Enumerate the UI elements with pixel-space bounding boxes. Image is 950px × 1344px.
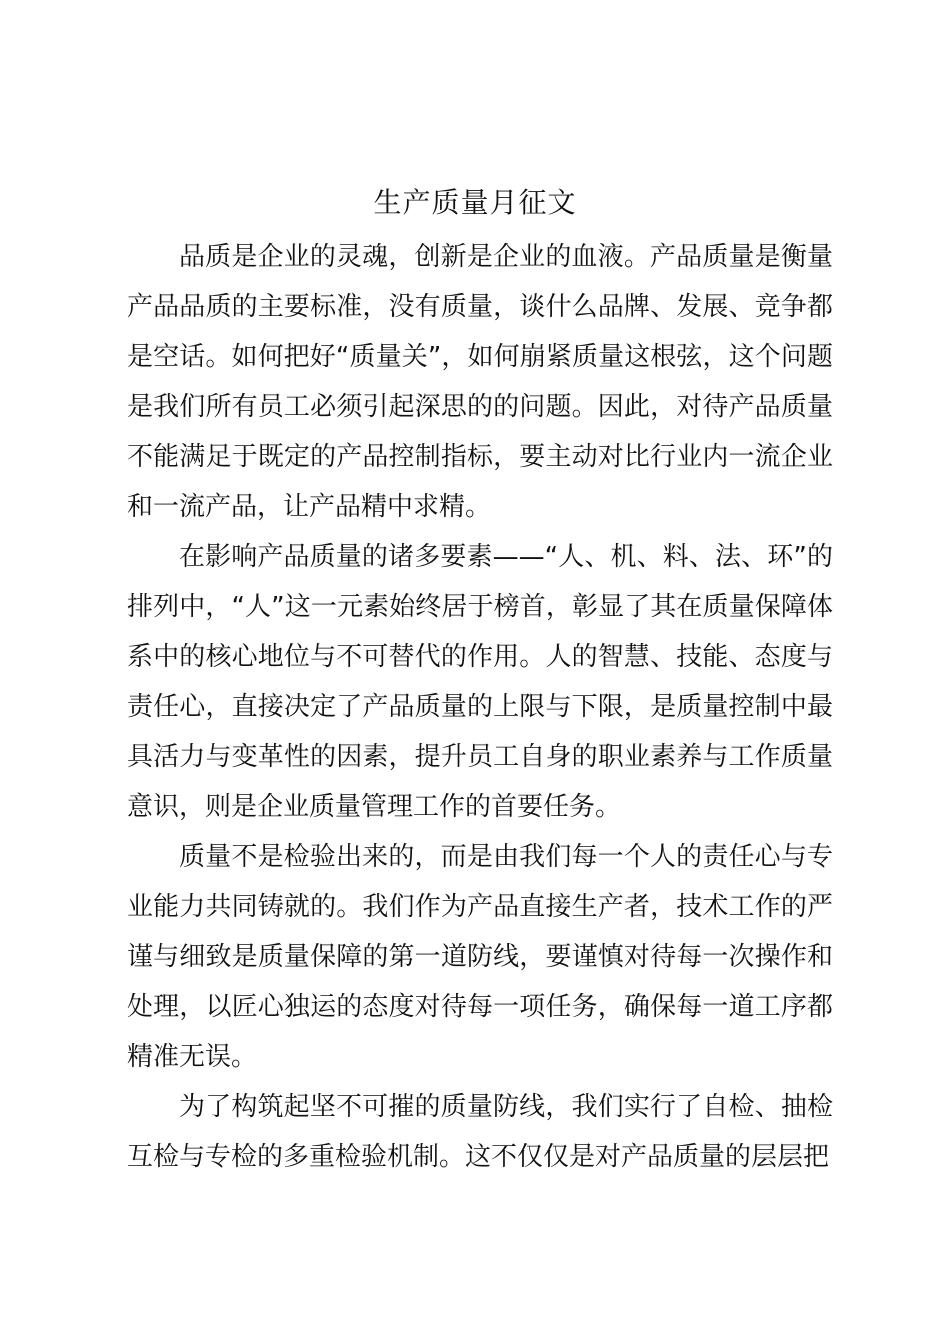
paragraph-3: 质量不是检验出来的，而是由我们每一个人的责任心与专业能力共同铸就的。我们作为产品直接生产者，技术工作的严谨与细致是质量保障的第一道防线，要谨慎对待每一次操作和处理，以匠心独运的态度对待每一项任务，确保每一道工序都精准无误。: [127, 842, 833, 1072]
document-body: [127, 232, 833, 1182]
paragraph-2: 在影响产品质量的诸多要素——“人、机、料、法、环”的排列中，“人”这一元素始终居于榜首，彰显了其在质量保障体系中的核心地位与不可替代的作用。人的智慧、技能、态度与责任心，直接决定了产品质量的上限与下限，是质量控制中最具活力与变革性的因素，提升员工自身的职业素养与工作质量意识，则是企业质量管理工作的首要任务。: [127, 542, 833, 822]
document-title: 生产质量月征文: [373, 186, 577, 219]
paragraph-4: 为了构筑起坚不可摧的质量防线，我们实行了自检、抽检互检与专检的多重检验机制。这不仅仅是对产品质量的层层把: [127, 1092, 833, 1172]
paragraph-1: 品质是企业的灵魂，创新是企业的血液。产品质量是衡量产品品质的主要标准，没有质量，谈什么品牌、发展、竞争都是空话。如何把好“质量关”，如何崩紧质量这根弦，这个问题是我们所有员工必须引起深思的的问题。因此，对待产品质量不能满足于既定的产品控制指标，要主动对比行业内一流企业和一流产品，让产品精中求精。: [127, 242, 833, 522]
